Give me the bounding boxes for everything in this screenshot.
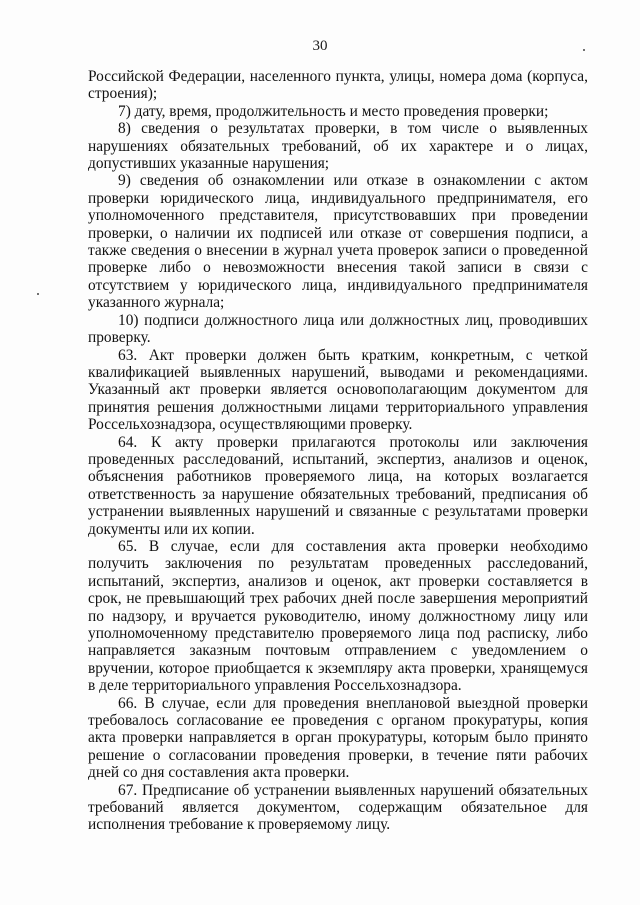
list-item-10: 10) подписи должностного лица или должностных лиц, проводивших проверку.: [88, 311, 588, 347]
list-item-9: 9) сведения об ознакомлении или отказе в ознакомлении с актом проверки юридического лица, индивидуального предпринимателя, его уполномоченного представителя, присутствовавших при проведении проверки, о наличии их подписей или отказе от совершения подписи, а также сведения о внесении в журнал учета проверок записи о проведенной проверке либо о невозможности внесения такой записи в связи с отсутствием у юридического лица, индивидуального предпринимателя указанного журнала;: [88, 172, 588, 312]
scan-speck: [583, 49, 585, 51]
clause-67: 67. Предписание об устранении выявленных нарушений обязательных требований является документом, содержащим обязательное для исполнения требование к проверяемому лицу.: [88, 781, 588, 834]
scan-speck: [37, 293, 39, 295]
page-number: 30: [312, 38, 328, 54]
clause-65: 65. В случае, если для составления акта проверки необходимо получить заключения по результатам проведенных расследований, испытаний, экспертиз, анализов и оценок, акт проверки составляется в срок, не превышающий трех рабочих дней после завершения мероприятий по надзору, и вручается руководителю, иному должностному лицу или уполномоченному представителю проверяемого лица под расписку, либо направляется заказным почтовым отправлением с уведомлением о вручении, которое приобщается к экземпляру акта проверки, хранящемуся в деле территориального управления Россельхознадзора.: [88, 537, 588, 695]
list-item-8: 8) сведения о результатах проверки, в том числе о выявленных нарушениях обязательных требований, об их характере и о лицах, допустивших указанные нарушения;: [88, 120, 588, 173]
clause-63: 63. Акт проверки должен быть кратким, конкретным, с четкой квалификацией выявленных нарушений, выводами и рекомендациями. Указанный акт проверки является основополагающим документом для принятия решения должностными лицами территориального управления Россельхознадзора, осуществляющими проверку.: [88, 346, 588, 434]
clause-66: 66. В случае, если для проведения внеплановой выездной проверки требовалось согласование ее проведения с органом прокуратуры, копия акта проверки направляется в орган прокуратуры, которым было принято решение о согласовании проведения проверки, в течение пяти рабочих дней со дня составления акта проверки.: [88, 694, 588, 782]
paragraph-address-continuation: Российской Федерации, населенного пункта, улицы, номера дома (корпуса, строения);: [88, 68, 588, 103]
list-item-7: 7) дату, время, продолжительность и место проведения проверки;: [118, 102, 549, 120]
clause-64: 64. К акту проверки прилагаются протоколы или заключения проведенных расследований, испытаний, экспертиз, анализов и оценок, объяснения работников проверяемого лица, на которых возлагается ответственность за нарушение обязательных требований, предписания об устранении выявленных нарушений и связанные с результатами проверки документы или их копии.: [88, 433, 588, 538]
document-body: [88, 68, 588, 834]
